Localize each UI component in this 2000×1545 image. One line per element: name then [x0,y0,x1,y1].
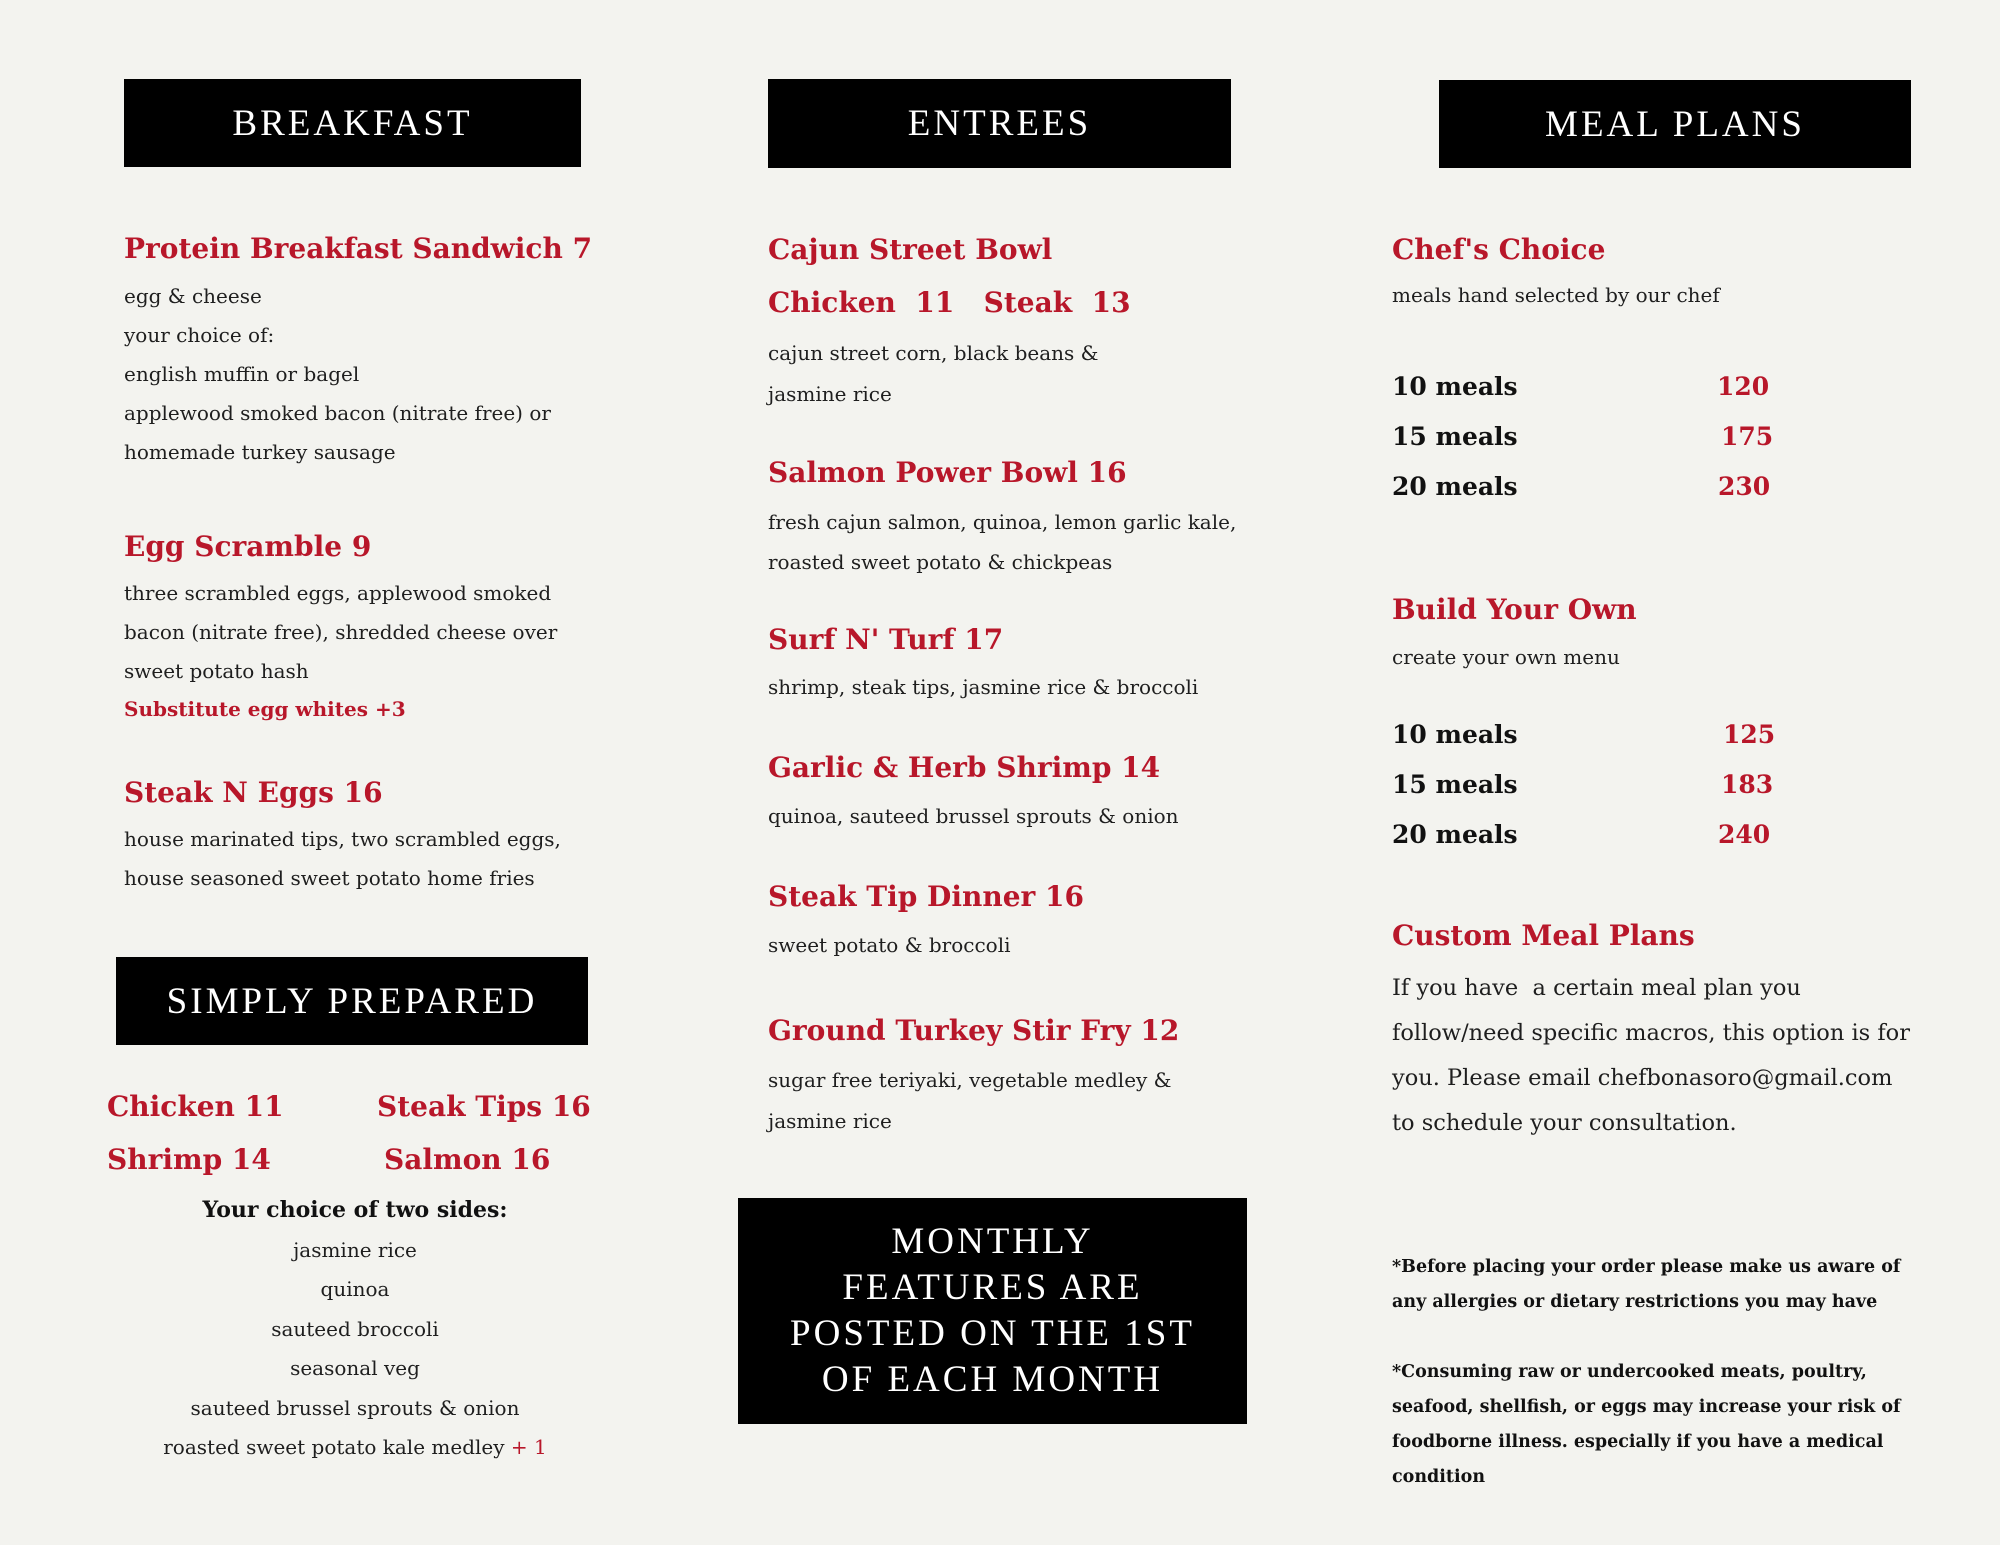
simply-prepared-header [116,957,588,1045]
meal-plans-header-text: MEAL PLANS [1545,103,1805,145]
entree-desc [768,926,1011,965]
note-line: condition [1392,1467,1486,1487]
simply-option: Shrimp 14 [107,1143,271,1176]
desc-line: three scrambled eggs, applewood smoked [124,581,552,605]
desc-line: egg & cheese [124,284,262,308]
monthly-line: FEATURES ARE [842,1267,1143,1308]
side-item: sauteed brussel sprouts & onion [190,1395,520,1420]
entree-desc [768,1060,1172,1142]
note-line: foodborne illness. especially if you have a medical [1392,1432,1884,1452]
desc-line: cajun street corn, black beans & [768,341,1099,365]
custom-plan-desc [1392,966,1910,1146]
entree-desc [768,333,1098,415]
entree-title: Surf N' Turf 17 [768,623,1004,656]
entree-desc [768,502,1236,582]
side-item: seasonal veg [290,1356,420,1380]
plan-row-price: 120 [1717,372,1770,401]
desc-line: roasted sweet potato & chickpeas [768,550,1113,574]
breakfast-item-title: Steak N Eggs 16 [124,776,383,809]
sides-title: Your choice of two sides: [202,1197,508,1223]
desc-line: to schedule your consultation. [1392,1110,1737,1136]
plan-row-price: 183 [1721,770,1774,799]
meal-plans-header [1439,80,1911,168]
simply-option: Salmon 16 [384,1143,551,1176]
entrees-header [768,79,1231,168]
side-item: quinoa [320,1277,390,1301]
monthly-line: OF EACH MONTH [821,1359,1164,1400]
plan-title: Custom Meal Plans [1392,919,1695,952]
breakfast-item-desc [124,574,557,691]
desc-line: quinoa, sauteed brussel sprouts & onion [768,804,1179,828]
side-item: sauteed broccoli [271,1316,439,1341]
side-item-row [100,1428,610,1468]
plan-row [1392,472,1782,512]
desc-line: sugar free teriyaki, vegetable medley & [768,1068,1172,1092]
note-line: *Before placing your order please make us aware of [1392,1257,1901,1277]
desc-line: you. Please email chefbonasoro@gmail.com [1392,1065,1893,1091]
simply-option: Steak Tips 16 [377,1090,591,1123]
plan-subtitle: meals hand selected by our chef [1392,283,1720,307]
allergy-note [1392,1250,1952,1320]
entree-desc [768,668,1198,707]
side-item: jasmine rice [293,1237,417,1262]
note-line: any allergies or dietary restrictions you may have [1392,1292,1878,1312]
plan-row [1392,372,1782,412]
breakfast-item-title: Protein Breakfast Sandwich 7 [124,232,593,265]
entree-title: Salmon Power Bowl 16 [768,456,1127,489]
entree-title: Steak Tip Dinner 16 [768,880,1084,913]
plan-row-label: 10 meals [1392,372,1518,401]
food-safety-note [1392,1355,1952,1495]
sides-list [100,1191,610,1468]
note-line: *Consuming raw or undercooked meats, poultry, [1392,1362,1867,1382]
entree-desc [768,797,1179,836]
entrees-header-text: ENTREES [907,103,1092,144]
entree-prices: Chicken 11 Steak 13 [768,286,1131,319]
note-line: seafood, shellfish, or eggs may increase your risk of [1392,1397,1901,1417]
breakfast-header-text: BREAKFAST [232,102,473,144]
plan-title: Chef's Choice [1392,233,1606,266]
plan-subtitle: create your own menu [1392,645,1620,669]
desc-line: house seasoned sweet potato home fries [124,866,535,890]
desc-line: sweet potato hash [124,659,309,683]
desc-line: fresh cajun salmon, quinoa, lemon garlic kale, [768,510,1237,534]
plan-row [1392,770,1782,810]
plan-row [1392,820,1782,860]
monthly-features-banner [738,1198,1247,1424]
breakfast-item-desc [124,277,551,472]
desc-line: house marinated tips, two scrambled eggs, [124,827,561,851]
desc-line: shrimp, steak tips, jasmine rice & broccoli [768,675,1199,699]
monthly-line: POSTED ON THE 1ST [790,1313,1195,1354]
desc-line: english muffin or bagel [124,362,360,386]
breakfast-item-title: Egg Scramble 9 [124,530,372,563]
plan-row-price: 125 [1723,720,1776,749]
desc-line: jasmine rice [768,1109,892,1133]
plan-row-label: 10 meals [1392,720,1518,749]
breakfast-header [124,79,581,167]
desc-line: If you have a certain meal plan you [1392,975,1801,1001]
plan-row-price: 230 [1718,472,1771,501]
desc-line: follow/need specific macros, this option is for [1392,1020,1910,1046]
entree-title: Garlic & Herb Shrimp 14 [768,751,1161,784]
plan-row [1392,720,1782,760]
breakfast-item-desc [124,820,561,898]
plan-row-price: 175 [1721,422,1774,451]
plan-title: Build Your Own [1392,593,1637,626]
desc-line: sweet potato & broccoli [768,933,1011,957]
entree-title: Cajun Street Bowl [768,233,1053,266]
plan-row [1392,422,1782,462]
desc-line: homemade turkey sausage [124,440,396,464]
monthly-line: MONTHLY [891,1221,1094,1262]
side-item: roasted sweet potato kale medley [163,1435,505,1459]
substitute-note: Substitute egg whites +3 [124,697,406,721]
plan-row-label: 20 meals [1392,820,1518,849]
desc-line: jasmine rice [768,382,892,406]
simply-option: Chicken 11 [107,1090,284,1123]
desc-line: your choice of: [124,323,275,347]
desc-line: bacon (nitrate free), shredded cheese over [124,620,558,644]
plan-row-label: 15 meals [1392,422,1518,451]
desc-line: applewood smoked bacon (nitrate free) or [124,401,551,425]
plan-row-price: 240 [1718,820,1771,849]
plan-row-label: 20 meals [1392,472,1518,501]
entree-title: Ground Turkey Stir Fry 12 [768,1014,1180,1047]
side-extra-cost: + 1 [510,1435,547,1459]
simply-prepared-header-text: SIMPLY PREPARED [166,980,538,1022]
plan-row-label: 15 meals [1392,770,1518,799]
